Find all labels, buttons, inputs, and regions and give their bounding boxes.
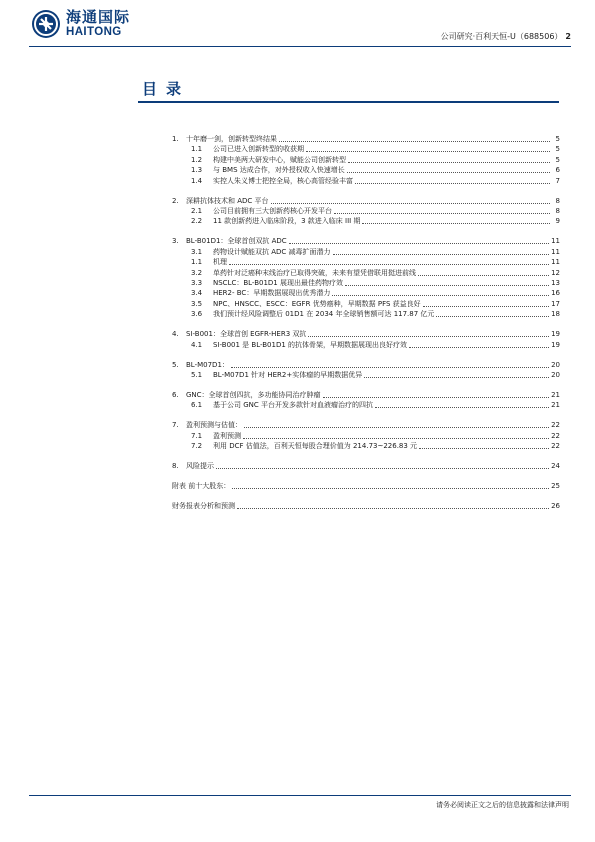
toc-leader-dots [289,243,549,244]
toc-entry[interactable] [172,299,560,309]
toc-entry-text: 盈利预测与估值： [186,421,242,430]
toc-leader-dots [347,172,550,173]
toc-entry-page: 19 [551,340,560,349]
toc-leader-dots [332,295,549,296]
toc-entry-number: 4.1 [191,340,203,349]
toc-entry[interactable] [172,431,560,441]
toc-entry-text: 公司已进入创新转型的收获期 [213,145,304,154]
toc-entry[interactable] [172,206,560,216]
toc-entry[interactable] [172,236,560,246]
toc-entry-page: 13 [551,279,560,287]
toc-entry-text: BL-B01D1：全球首创双抗 ADC [186,237,287,246]
toc-title: 目录 [142,80,191,98]
toc-entry[interactable] [172,400,560,410]
toc-leader-dots [333,254,550,255]
toc-entry-page: 9 [555,217,560,226]
toc-entry-text: BL-M07D1 针对 HER2+实体瘤的早期数据优异 [213,371,363,379]
toc-entry-number: 1.4 [191,176,203,185]
toc-entry-number: 3.2 [191,268,203,277]
toc-entry-text: 单药针对泛癌种末线治疗已取得突破，未来有望凭借联用挺进前线 [213,268,416,277]
toc-entry-page: 11 [551,247,560,256]
haitong-logo [31,7,130,41]
toc-entry[interactable] [172,257,560,267]
toc-entry-page: 21 [551,401,560,410]
toc-entry[interactable] [172,155,560,165]
toc-entry-page: 21 [551,391,560,399]
toc-entry-text: 深耕抗体技术和 ADC 平台 [186,196,269,205]
toc-leader-dots [423,306,549,307]
toc-entry-number: 3.4 [191,289,203,298]
toc-entry-text: 基于公司 GNC 平台开发多款针对血液瘤治疗的四抗 [213,401,373,410]
toc-entry-page: 17 [551,299,560,308]
toc-leader-dots [244,427,549,428]
footer-divider [29,795,571,796]
toc-entry-page: 11 [551,258,560,267]
haitong-logo-icon [31,9,61,39]
header-divider [29,46,571,47]
toc-leader-dots [419,448,549,449]
toc-entry-text: 盈利预测 [213,431,241,440]
toc-entry[interactable] [172,481,560,491]
footer-disclaimer: 请务必阅读正文之后的信息披露和法律声明 [436,801,569,809]
toc-entry-number: 4. [172,330,179,339]
toc-entry-page: 22 [551,421,560,430]
toc-entry-text: 公司目前拥有三大创新药核心开发平台 [213,207,332,215]
toc-entry-text: 11 款创新药进入临床阶段，3 款进入临床 III 期 [213,217,361,226]
toc-entry-page: 24 [551,462,560,471]
toc-leader-dots [243,438,549,439]
report-title: 公司研究·百利天恒-U（688506） [440,32,563,41]
toc-entry-number: 5. [172,360,179,369]
toc-entry-number: 3.6 [191,310,203,319]
toc-entry-page: 8 [555,207,560,215]
toc-entry-number: 1.3 [191,166,203,175]
toc-entry-page: 8 [555,196,560,205]
toc-entry-page: 5 [555,145,560,154]
toc-entry-page: 18 [551,310,560,319]
toc-leader-dots [364,377,549,378]
toc-leader-dots [308,336,549,337]
toc-entry-number: 8. [172,462,179,471]
running-header [441,31,571,42]
toc-entry[interactable] [172,441,560,451]
toc-entry-page: 7 [555,176,560,185]
toc-entry[interactable] [172,216,560,226]
toc-entry-page: 22 [551,431,560,440]
toc-leader-dots [355,183,550,184]
toc-leader-dots [231,367,549,368]
toc-entry-number: 3.1 [191,247,203,256]
toc-entry-page: 26 [551,502,560,511]
toc-entry-number: 7.1 [191,431,203,440]
toc-entry-text: HER2- BC：早期数据展现出优秀潜力 [213,289,331,298]
toc-entry[interactable] [172,196,560,206]
toc-entry[interactable] [172,268,560,278]
toc-entry[interactable] [172,165,560,175]
toc-entry-text: 药物设计赋能双抗 ADC 减毒扩面潜力 [213,247,331,256]
toc-title-divider [138,101,559,103]
toc-leader-dots [229,264,549,265]
toc-entry-text: GNC：全球首创四抗，多功能协同治疗肿瘤 [186,391,321,399]
toc-entry-page: 20 [551,360,560,369]
toc-entry-text: 构建中美两大研发中心，赋能公司创新转型 [213,155,346,164]
toc-entry[interactable] [172,461,560,471]
toc-entry-number: 7.2 [191,442,203,451]
toc-entry[interactable] [172,309,560,319]
toc-entry[interactable] [172,176,560,186]
toc-entry[interactable] [172,360,560,370]
toc-entry-text: 风险提示 [186,462,214,471]
toc-entry-page: 16 [551,289,560,298]
toc-entry-number: 2.1 [191,207,203,215]
toc-entry-text: 附表 前十大股东： [172,482,231,491]
toc-entry-text: SI-B001：全球首创 EGFR-HER3 双抗 [186,330,307,339]
toc-entry-number: 3.3 [191,279,203,287]
toc-entry-text: 我们预计经风险调整后 01D1 在 2034 年全球销售额可达 117.87 亿元 [213,310,435,319]
toc-leader-dots [418,275,549,276]
toc-entry-number: 2. [172,196,179,205]
toc-entry-text: 机理 [213,258,227,267]
toc-entry-page: 12 [551,268,560,277]
toc-entry-text: SI-B001 是 BL-B01D1 的抗体骨架，早期数据展现出良好疗效 [213,340,408,349]
toc-entry[interactable] [172,390,560,400]
toc-entry[interactable] [172,134,560,144]
toc-leader-dots [409,347,549,348]
toc-leader-dots [436,316,549,317]
toc-entry-number: 6.1 [191,401,203,410]
toc-entry-text: NPC、HNSCC、ESCC：EGFR 优势癌种，早期数据 PFS 获益良好 [213,299,421,308]
toc-entry-page: 20 [551,371,560,379]
logo-english-name: HAITONG [66,25,122,38]
toc-entry-page: 5 [555,135,560,143]
toc-entry[interactable] [172,247,560,257]
toc-entry-text: 实控人朱义博士把控全局，核心高管经验丰富 [213,176,353,185]
toc-entry[interactable] [172,420,560,430]
toc-entry-number: 7. [172,421,179,430]
toc-entry-number: 3.5 [191,299,203,308]
toc-entry-page: 25 [551,482,560,491]
toc-entry[interactable] [172,278,560,288]
toc-entry-number: 6. [172,391,179,399]
toc-entry-text: 财务报表分析和预测 [172,502,235,511]
toc-leader-dots [306,151,550,152]
toc-entry-page: 22 [551,442,560,451]
toc-entry-page: 5 [555,155,560,164]
toc-entry[interactable] [172,340,560,350]
toc-entry-text: NSCLC：BL-B01D1 展现出最佳药物疗效 [213,279,343,287]
toc-entry-page: 6 [555,166,560,175]
toc-leader-dots [362,223,550,224]
toc-entry[interactable] [172,144,560,154]
toc-leader-dots [237,508,549,509]
toc-leader-dots [323,397,550,398]
toc-leader-dots [232,488,549,489]
toc-entry-text: 十年磨一剑，创新转型终结果 [186,135,277,143]
toc-entry[interactable] [172,329,560,339]
toc-entry-number: 2.2 [191,217,203,226]
toc-entry[interactable] [172,288,560,298]
toc-entry[interactable] [172,501,560,511]
toc-entry-number: 5.1 [191,371,203,379]
toc-entry-number: 1.2 [191,155,203,164]
toc-leader-dots [345,285,549,286]
toc-entry-number: 1.1 [191,258,203,267]
toc-entry-number: 1.1 [191,145,203,154]
logo-chinese-name: 海通国际 [66,7,131,26]
toc-entry[interactable] [172,370,560,380]
toc-entry-page: 19 [551,330,560,339]
toc-entry-text: BL-M07D1： [186,360,229,369]
toc-entry-text: 利用 DCF 估值法，百利天恒每股合理价值为 214.73~226.83 元 [213,442,418,451]
toc-leader-dots [279,141,550,142]
toc-leader-dots [271,203,550,204]
toc-entry-text: 与 BMS 达成合作，对外授权收入快速增长 [213,166,345,175]
toc-entry-number: 3. [172,237,179,246]
toc-leader-dots [216,468,549,469]
toc-leader-dots [375,407,549,408]
toc-entry-number: 1. [172,135,179,143]
toc-leader-dots [334,213,550,214]
toc-leader-dots [348,162,550,163]
header-page-number: 2 [565,32,571,41]
toc-entry-page: 11 [551,237,560,246]
